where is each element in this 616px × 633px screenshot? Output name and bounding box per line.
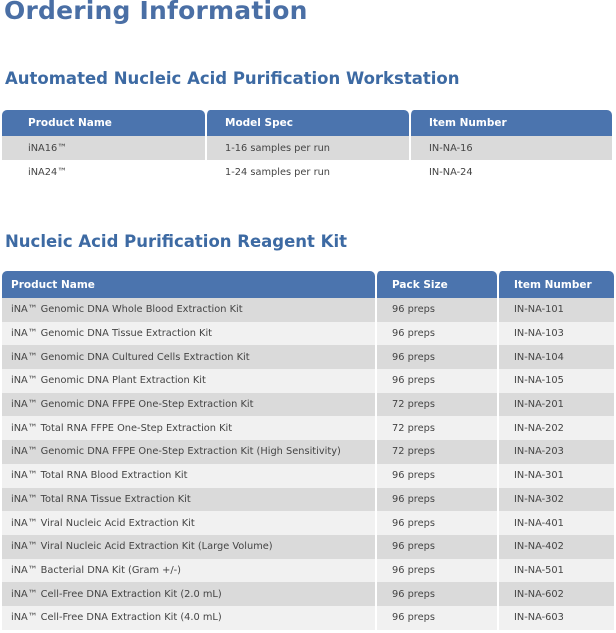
product-name-cell: iNA™ Cell-Free DNA Extraction Kit (2.0 mL) xyxy=(2,582,375,606)
column-header-product-name: Product Name xyxy=(2,271,375,298)
product-name-cell: iNA™ Cell-Free DNA Extraction Kit (4.0 mL) xyxy=(2,606,375,630)
table-row xyxy=(2,369,614,393)
item-number-cell: IN-NA-24 xyxy=(409,160,612,184)
workstation-section-title: Automated Nucleic Acid Purification Workstation xyxy=(5,69,460,88)
item-number-cell: IN-NA-603 xyxy=(497,606,614,630)
item-number-cell: IN-NA-302 xyxy=(497,488,614,512)
spec-cell: 96 preps xyxy=(375,464,497,488)
item-number-cell: IN-NA-501 xyxy=(497,559,614,583)
product-name-cell: iNA™ Genomic DNA Plant Extraction Kit xyxy=(2,369,375,393)
item-number-cell: IN-NA-201 xyxy=(497,393,614,417)
spec-cell: 72 preps xyxy=(375,416,497,440)
item-number-cell: IN-NA-101 xyxy=(497,298,614,322)
product-name-cell: iNA24™ xyxy=(2,160,205,184)
workstation-table xyxy=(2,110,612,184)
table-row xyxy=(2,322,614,346)
table-row xyxy=(2,488,614,512)
item-number-cell: IN-NA-401 xyxy=(497,511,614,535)
column-header-model-spec: Model Spec xyxy=(205,110,409,136)
table-row xyxy=(2,160,612,184)
spec-cell: 96 preps xyxy=(375,511,497,535)
spec-cell: 96 preps xyxy=(375,559,497,583)
table-row xyxy=(2,416,614,440)
spec-cell: 1-16 samples per run xyxy=(205,136,409,160)
item-number-cell: IN-NA-105 xyxy=(497,369,614,393)
item-number-cell: IN-NA-402 xyxy=(497,535,614,559)
spec-cell: 96 preps xyxy=(375,298,497,322)
product-name-cell: iNA™ Genomic DNA FFPE One-Step Extraction Kit xyxy=(2,393,375,417)
spec-cell: 96 preps xyxy=(375,369,497,393)
item-number-cell: IN-NA-301 xyxy=(497,464,614,488)
table-row xyxy=(2,606,614,630)
table-row xyxy=(2,464,614,488)
product-name-cell: iNA™ Bacterial DNA Kit (Gram +/-) xyxy=(2,559,375,583)
spec-cell: 72 preps xyxy=(375,440,497,464)
spec-cell: 96 preps xyxy=(375,345,497,369)
spec-cell: 96 preps xyxy=(375,535,497,559)
item-number-cell: IN-NA-104 xyxy=(497,345,614,369)
product-name-cell: iNA™ Viral Nucleic Acid Extraction Kit xyxy=(2,511,375,535)
spec-cell: 72 preps xyxy=(375,393,497,417)
spec-cell: 1-24 samples per run xyxy=(205,160,409,184)
column-header-product-name: Product Name xyxy=(2,110,205,136)
product-name-cell: iNA™ Genomic DNA Tissue Extraction Kit xyxy=(2,322,375,346)
product-name-cell: iNA™ Viral Nucleic Acid Extraction Kit (Large Volume) xyxy=(2,535,375,559)
product-name-cell: iNA™ Total RNA Tissue Extraction Kit xyxy=(2,488,375,512)
table-row xyxy=(2,393,614,417)
table-header-row xyxy=(2,110,612,136)
table-row xyxy=(2,298,614,322)
column-header-item-number: Item Number xyxy=(497,271,614,298)
spec-cell: 96 preps xyxy=(375,582,497,606)
product-name-cell: iNA™ Total RNA Blood Extraction Kit xyxy=(2,464,375,488)
item-number-cell: IN-NA-602 xyxy=(497,582,614,606)
spec-cell: 96 preps xyxy=(375,322,497,346)
spec-cell: 96 preps xyxy=(375,606,497,630)
product-name-cell: iNA™ Genomic DNA FFPE One-Step Extraction Kit (High Sensitivity) xyxy=(2,440,375,464)
item-number-cell: IN-NA-202 xyxy=(497,416,614,440)
page-title: Ordering Information xyxy=(4,0,308,25)
item-number-cell: IN-NA-103 xyxy=(497,322,614,346)
table-row xyxy=(2,345,614,369)
table-row xyxy=(2,511,614,535)
reagent-kit-table xyxy=(2,271,614,630)
product-name-cell: iNA™ Genomic DNA Whole Blood Extraction Kit xyxy=(2,298,375,322)
table-row xyxy=(2,136,612,160)
table-row xyxy=(2,582,614,606)
table-header-row xyxy=(2,271,614,298)
column-header-pack-size: Pack Size xyxy=(375,271,497,298)
product-name-cell: iNA™ Genomic DNA Cultured Cells Extraction Kit xyxy=(2,345,375,369)
item-number-cell: IN-NA-203 xyxy=(497,440,614,464)
table-row xyxy=(2,559,614,583)
spec-cell: 96 preps xyxy=(375,488,497,512)
table-row xyxy=(2,535,614,559)
reagent-kit-section-title: Nucleic Acid Purification Reagent Kit xyxy=(5,232,348,251)
table-row xyxy=(2,440,614,464)
product-name-cell: iNA16™ xyxy=(2,136,205,160)
product-name-cell: iNA™ Total RNA FFPE One-Step Extraction Kit xyxy=(2,416,375,440)
column-header-item-number: Item Number xyxy=(409,110,612,136)
item-number-cell: IN-NA-16 xyxy=(409,136,612,160)
